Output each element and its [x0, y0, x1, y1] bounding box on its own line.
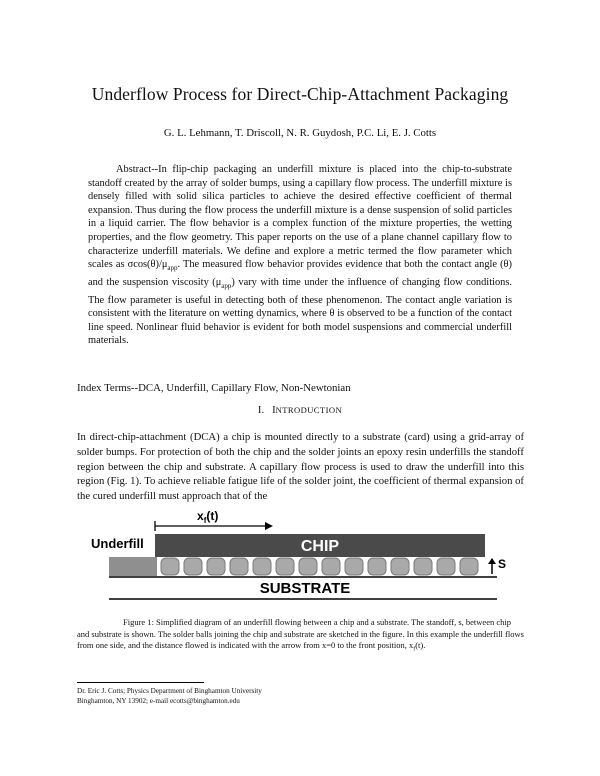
flow-arrow-label: $x_f(t)$	[197, 509, 219, 525]
caption-end: (t).	[415, 640, 426, 651]
section-number: I.	[257, 405, 265, 416]
chip-label: CHIP	[300, 538, 340, 555]
intro-paragraph: In direct-chip-attachment (DCA) a chip is mounted directly to a substrate (card) using a grid-array of solder bumps. For protection of both the chip and the solder joints an epoxy resin underfills the standoff region between the chip and substrate. A capillary flow process is used to draw the underfill into this region (Fig. 1). To achieve reliable fatigue life of the solder joint, the coefficient of thermal expansion of the cured underfill must approach that of the	[77, 431, 524, 503]
caption-subscript: f	[413, 647, 416, 654]
section-title-cap: I	[272, 405, 276, 416]
solder-ball	[345, 558, 363, 575]
section-heading	[0, 405, 600, 416]
solder-ball	[368, 558, 386, 575]
author-list: G. L. Lehmann, T. Driscoll, N. R. Guydosh, P.C. Li, E. J. Cotts	[163, 127, 437, 139]
abstract-intro: Abstract--In flip-chip packaging an underfill mixture is placed into the chip-to-substrate standoff created by the array of solder bumps, using a capillary flow process. The underfill mixture is densely filled with solid silica particles to achieve the desired effective coefficient of thermal expansion. Thus during the flow process the underfill mixture is a dense suspension of solid particles in a liquid carrier. The flow behavior is a complex function of the mixture properties, the wetting properties, and the flow geometry. This paper reports on the use of a plane channel capillary flow to characterize underfill materials. We define and explore a metric termed the flow parameter which scales as	[88, 164, 512, 271]
standoff-arrow-icon	[488, 558, 496, 564]
underfill-diagram	[91, 506, 507, 606]
solder-ball	[207, 558, 225, 575]
flow-arrow-head	[265, 522, 273, 530]
solder-ball	[299, 558, 317, 575]
solder-ball	[322, 558, 340, 575]
flow-parameter-metric: σcos(θ)/μ	[127, 259, 168, 271]
index-terms: Index Terms--DCA, Underfill, Capillary Flow, Non-Newtonian	[77, 382, 351, 394]
footnote	[77, 686, 262, 706]
solder-ball	[161, 558, 179, 575]
footnote-rule	[77, 682, 204, 683]
abstract-middle: . The measured flow behavior provides evidence that both the contact angle (θ) and the suspension viscosity (μ	[88, 259, 512, 288]
viscosity-subscript: app	[221, 281, 232, 290]
footnote-line: Dr. Eric J. Cotts; Physics Department of Binghamton University	[77, 687, 262, 695]
standoff-label: S	[498, 557, 507, 571]
substrate-label: SUBSTRATE	[259, 580, 351, 597]
solder-ball-row	[161, 558, 478, 575]
underfill-label: Underfill	[91, 536, 144, 551]
solder-ball	[460, 558, 478, 575]
solder-ball	[276, 558, 294, 575]
solder-ball	[391, 558, 409, 575]
underfill-fluid	[109, 557, 157, 576]
figure-caption	[77, 617, 524, 657]
paper-title: Underflow Process for Direct-Chip-Attachment Packaging	[91, 84, 509, 104]
solder-ball	[437, 558, 455, 575]
section-title-rest: NTRODUCTION	[275, 405, 343, 415]
solder-ball	[414, 558, 432, 575]
metric-subscript: app	[167, 264, 178, 273]
abstract-end: ) vary with time under the influence of changing flow conditions. The flow parameter is useful in detecting both of these phenomenon. The contact angle variation is consistent with the literature on wetting dynamics, where θ is observed to be a function of the contact line speed. Nonlinear fluid behavior is evident for both model suspensions and commercial underfill materials.	[88, 276, 512, 347]
solder-ball	[230, 558, 248, 575]
footnote-line: Binghamton, NY 13902; e-mail ecotts@binghamton.edu	[77, 697, 240, 705]
abstract	[88, 163, 512, 348]
solder-ball	[184, 558, 202, 575]
solder-ball	[253, 558, 271, 575]
caption-text: Figure 1: Simplified diagram of an underfill flowing between a chip and a substrate. The standoff, s, between chip and substrate is shown. The solder balls joining the chip and substrate are sketched in the figure. In this example the underfill flows from one side, and the distance flowed is indicated with the arrow from x=0 to the front position, x	[77, 617, 524, 651]
